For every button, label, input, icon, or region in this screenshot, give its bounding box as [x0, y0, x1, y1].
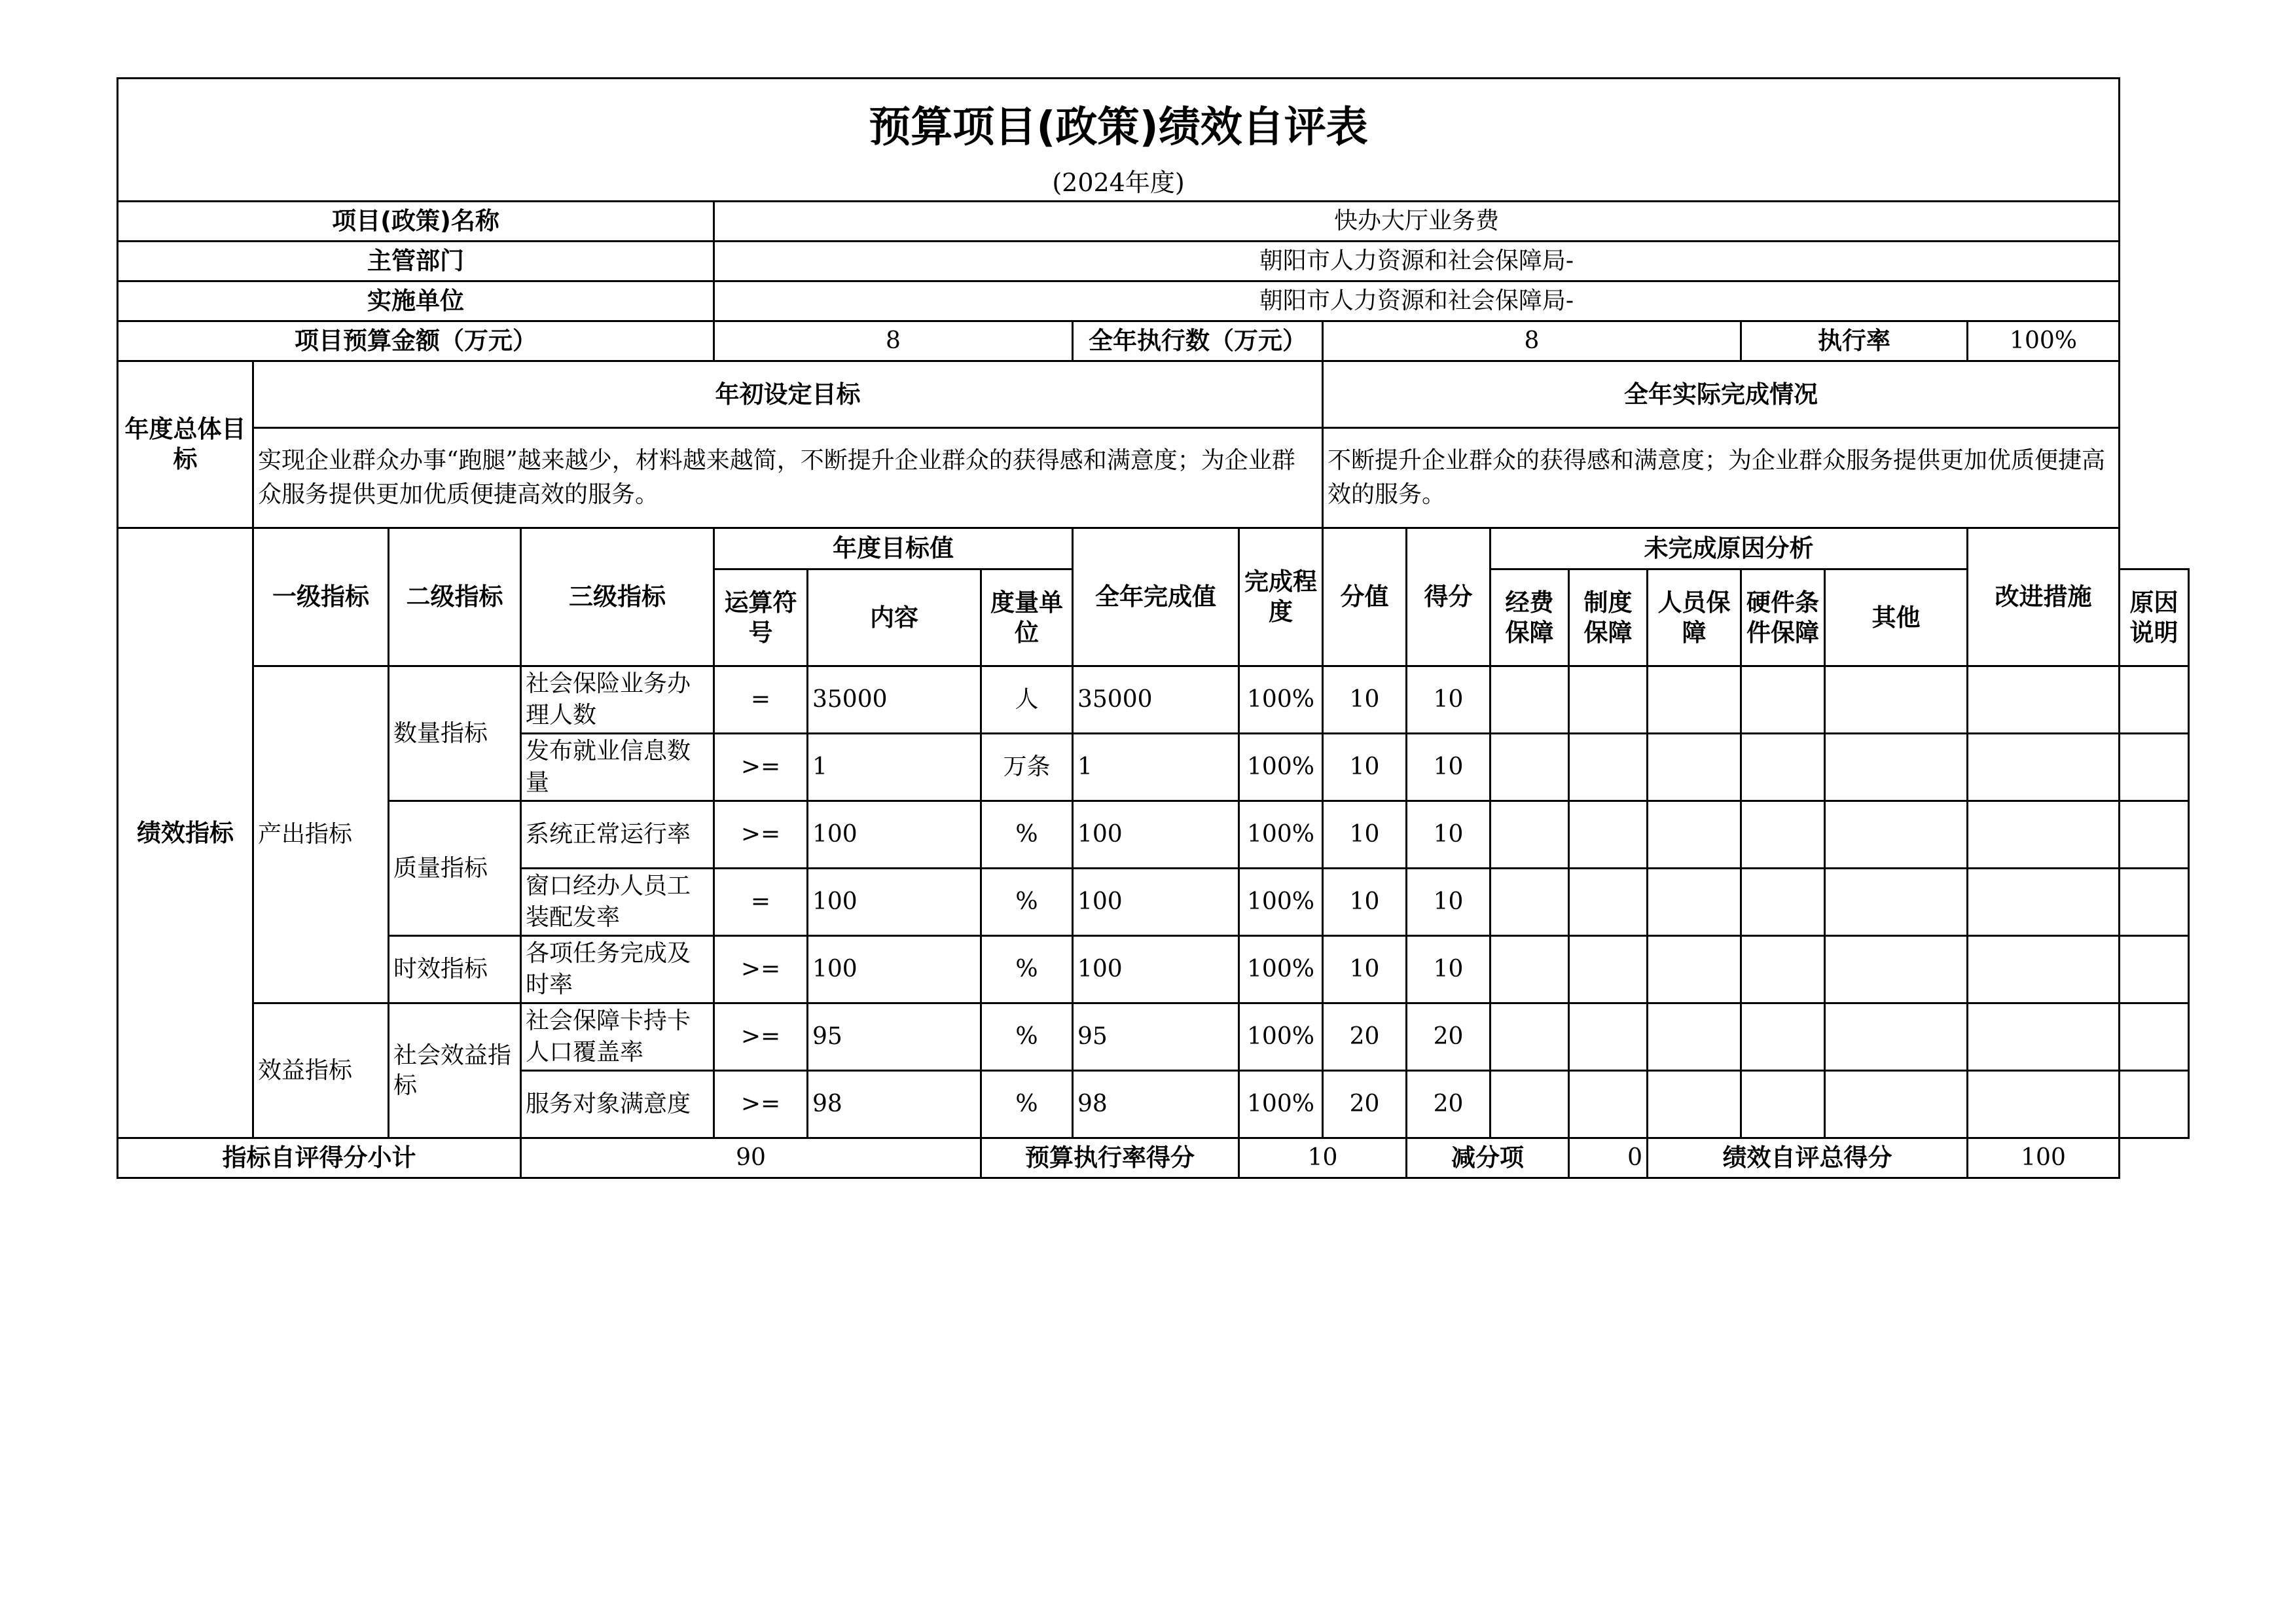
score-value: 10 — [1323, 801, 1407, 869]
empty-cell — [1648, 734, 1741, 801]
empty-cell — [2120, 936, 2189, 1003]
empty-cell — [1569, 869, 1648, 936]
execution-rate-value: 100% — [1968, 321, 2120, 361]
empty-cell — [1491, 801, 1569, 869]
annual-execution-label: 全年执行数（万元） — [1073, 321, 1323, 361]
measure-unit: % — [981, 801, 1073, 869]
output-indicator: 产出指标 — [253, 666, 389, 1003]
measure-unit: % — [981, 1071, 1073, 1138]
score-value: 10 — [1323, 666, 1407, 734]
empty-cell — [1825, 1003, 1968, 1071]
score: 10 — [1407, 666, 1491, 734]
initial-goal-text: 实现企业群众办事“跑腿”越来越少，材料越来越简，不断提升企业群众的获得感和满意度；为企业群众服务提供更加优质便捷高效的服务。 — [253, 428, 1323, 528]
timeliness-indicator: 时效指标 — [389, 936, 521, 1003]
indicator-name: 发布就业信息数量 — [521, 734, 714, 801]
annual-goal-label: 年度总体目标 — [118, 361, 253, 528]
indicator-name: 各项任务完成及时率 — [521, 936, 714, 1003]
operator: >= — [714, 1003, 808, 1071]
unit-label: 实施单位 — [118, 281, 714, 321]
empty-cell — [1491, 666, 1569, 734]
total-score-value: 100 — [1968, 1138, 2120, 1178]
reason-analysis-header: 未完成原因分析 — [1491, 528, 1968, 569]
actual-value: 100 — [1073, 936, 1239, 1003]
empty-cell — [1741, 936, 1825, 1003]
actual-value: 1 — [1073, 734, 1239, 801]
indicator-name: 社会保障卡持卡人口覆盖率 — [521, 1003, 714, 1071]
table-row — [118, 936, 2189, 1003]
empty-cell — [1741, 1071, 1825, 1138]
empty-cell — [1491, 1003, 1569, 1071]
empty-cell — [1741, 869, 1825, 936]
project-name-value: 快办大厅业务费 — [714, 202, 2120, 242]
actual-value: 98 — [1073, 1071, 1239, 1138]
content-header: 内容 — [808, 569, 981, 666]
score-value: 10 — [1323, 734, 1407, 801]
target-content: 100 — [808, 869, 981, 936]
score-value: 20 — [1323, 1071, 1407, 1138]
completion-rate: 100% — [1239, 734, 1323, 801]
indicator-name: 系统正常运行率 — [521, 801, 714, 869]
deduction-value: 0 — [1569, 1138, 1648, 1178]
measure-unit: 万条 — [981, 734, 1073, 801]
actual-value-header: 全年完成值 — [1073, 528, 1239, 666]
quantity-indicator: 数量指标 — [389, 666, 521, 801]
empty-cell — [1968, 734, 2120, 801]
empty-cell — [1569, 1003, 1648, 1071]
table-row — [118, 801, 2189, 869]
score: 10 — [1407, 801, 1491, 869]
empty-cell — [1491, 936, 1569, 1003]
score: 10 — [1407, 734, 1491, 801]
actual-value: 100 — [1073, 869, 1239, 936]
target-content: 35000 — [808, 666, 981, 734]
empty-cell — [2120, 1003, 2189, 1071]
completion-rate: 100% — [1239, 1003, 1323, 1071]
level3-header: 三级指标 — [521, 528, 714, 666]
annual-execution-value: 8 — [1323, 321, 1741, 361]
empty-cell — [1491, 734, 1569, 801]
empty-cell — [1825, 869, 1968, 936]
social-benefit-indicator: 社会效益指标 — [389, 1003, 521, 1138]
score: 20 — [1407, 1003, 1491, 1071]
empty-cell — [1648, 936, 1741, 1003]
empty-cell — [1741, 801, 1825, 869]
operator: = — [714, 869, 808, 936]
empty-cell — [1968, 1003, 2120, 1071]
fiscal-year: (2024年度) — [118, 165, 2120, 202]
operator: >= — [714, 734, 808, 801]
measure-unit: % — [981, 1003, 1073, 1071]
other-header: 其他 — [1825, 569, 1968, 666]
target-value-header: 年度目标值 — [714, 528, 1073, 569]
score: 10 — [1407, 936, 1491, 1003]
empty-cell — [1741, 1003, 1825, 1071]
subtotal-value: 90 — [521, 1138, 981, 1178]
improvement-header: 改进措施 — [1968, 528, 2120, 666]
table-row — [118, 666, 2189, 734]
page-title: 预算项目(政策)绩效自评表 — [118, 79, 2120, 165]
empty-cell — [2120, 869, 2189, 936]
completion-rate: 100% — [1239, 936, 1323, 1003]
target-content: 95 — [808, 1003, 981, 1071]
empty-cell — [1648, 1003, 1741, 1071]
actual-completion-text: 不断提升企业群众的获得感和满意度；为企业群众服务提供更加优质便捷高效的服务。 — [1323, 428, 2120, 528]
empty-cell — [1968, 1071, 2120, 1138]
department-label: 主管部门 — [118, 242, 714, 281]
empty-cell — [1569, 666, 1648, 734]
score-header: 得分 — [1407, 528, 1491, 666]
empty-cell — [1825, 936, 1968, 1003]
empty-cell — [1968, 666, 2120, 734]
empty-cell — [1648, 1071, 1741, 1138]
actual-value: 100 — [1073, 801, 1239, 869]
unit-header: 度量单位 — [981, 569, 1073, 666]
actual-completion-header: 全年实际完成情况 — [1323, 361, 2120, 428]
empty-cell — [1648, 869, 1741, 936]
empty-cell — [2120, 734, 2189, 801]
project-name-label: 项目(政策)名称 — [118, 202, 714, 242]
empty-cell — [1569, 734, 1648, 801]
empty-cell — [1569, 1071, 1648, 1138]
empty-cell — [1825, 1071, 1968, 1138]
personnel-header: 人员保障 — [1648, 569, 1741, 666]
level1-header: 一级指标 — [253, 528, 389, 666]
total-score-label: 绩效自评总得分 — [1648, 1138, 1968, 1178]
target-content: 1 — [808, 734, 981, 801]
completion-rate: 100% — [1239, 1071, 1323, 1138]
target-content: 100 — [808, 801, 981, 869]
measure-unit: % — [981, 936, 1073, 1003]
indicator-name: 窗口经办人员工装配发率 — [521, 869, 714, 936]
empty-cell — [1741, 734, 1825, 801]
operator: >= — [714, 1071, 808, 1138]
budget-score-label: 预算执行率得分 — [981, 1138, 1239, 1178]
reason-note-header: 原因说明 — [2120, 569, 2189, 666]
execution-rate-label: 执行率 — [1741, 321, 1968, 361]
empty-cell — [1968, 869, 2120, 936]
score-value-header: 分值 — [1323, 528, 1407, 666]
indicator-name: 服务对象满意度 — [521, 1071, 714, 1138]
empty-cell — [1569, 936, 1648, 1003]
target-content: 100 — [808, 936, 981, 1003]
empty-cell — [1491, 869, 1569, 936]
empty-cell — [1825, 666, 1968, 734]
target-content: 98 — [808, 1071, 981, 1138]
measure-unit: % — [981, 869, 1073, 936]
quality-indicator: 质量指标 — [389, 801, 521, 936]
completion-header: 完成程度 — [1239, 528, 1323, 666]
department-value: 朝阳市人力资源和社会保障局- — [714, 242, 2120, 281]
system-header: 制度保障 — [1569, 569, 1648, 666]
empty-cell — [1968, 936, 2120, 1003]
budget-amount-value: 8 — [714, 321, 1073, 361]
hardware-header: 硬件条件保障 — [1741, 569, 1825, 666]
empty-cell — [1648, 801, 1741, 869]
score: 20 — [1407, 1071, 1491, 1138]
completion-rate: 100% — [1239, 801, 1323, 869]
empty-cell — [1825, 801, 1968, 869]
subtotal-label: 指标自评得分小计 — [118, 1138, 521, 1178]
initial-goal-header: 年初设定目标 — [253, 361, 1323, 428]
completion-rate: 100% — [1239, 869, 1323, 936]
deduction-label: 减分项 — [1407, 1138, 1569, 1178]
empty-cell — [2120, 1071, 2189, 1138]
budget-amount-label: 项目预算金额（万元） — [118, 321, 714, 361]
empty-cell — [1648, 666, 1741, 734]
empty-cell — [1491, 1071, 1569, 1138]
unit-value: 朝阳市人力资源和社会保障局- — [714, 281, 2120, 321]
empty-cell — [1569, 801, 1648, 869]
budget-score-value: 10 — [1239, 1138, 1407, 1178]
level2-header: 二级指标 — [389, 528, 521, 666]
empty-cell — [2120, 801, 2189, 869]
funding-header: 经费保障 — [1491, 569, 1569, 666]
actual-value: 95 — [1073, 1003, 1239, 1071]
indicator-name: 社会保险业务办理人数 — [521, 666, 714, 734]
operator: >= — [714, 801, 808, 869]
performance-indicator-label: 绩效指标 — [118, 528, 253, 1138]
operator-header: 运算符号 — [714, 569, 808, 666]
performance-evaluation-table — [117, 77, 2190, 1179]
score-value: 20 — [1323, 1003, 1407, 1071]
empty-cell — [1825, 734, 1968, 801]
table-row — [118, 1003, 2189, 1071]
completion-rate: 100% — [1239, 666, 1323, 734]
operator: >= — [714, 936, 808, 1003]
score-value: 10 — [1323, 936, 1407, 1003]
empty-cell — [1968, 801, 2120, 869]
empty-cell — [1741, 666, 1825, 734]
benefit-indicator: 效益指标 — [253, 1003, 389, 1138]
measure-unit: 人 — [981, 666, 1073, 734]
operator: = — [714, 666, 808, 734]
score-value: 10 — [1323, 869, 1407, 936]
score: 10 — [1407, 869, 1491, 936]
actual-value: 35000 — [1073, 666, 1239, 734]
empty-cell — [2120, 666, 2189, 734]
